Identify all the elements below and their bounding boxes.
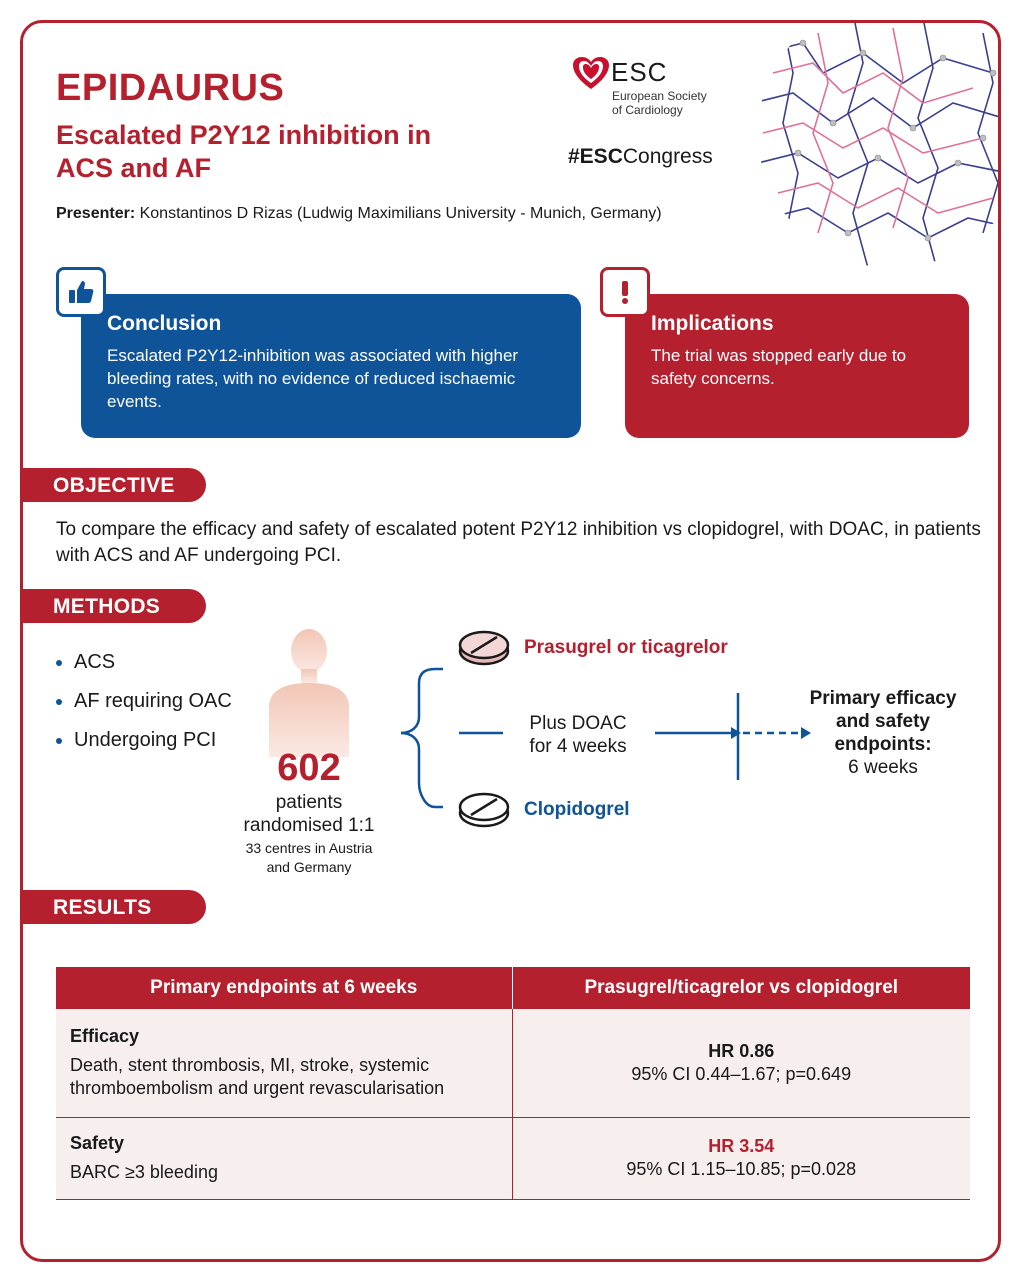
bullet-icon — [56, 738, 62, 744]
trial-title: EPIDAURUS — [56, 67, 285, 109]
heart-icon — [571, 55, 611, 91]
endpoint-line3: endpoints: — [834, 734, 932, 755]
patient-count: 602 — [277, 747, 341, 789]
trial-subtitle: Escalated P2Y12 inhibition in ACS and AF — [56, 120, 432, 183]
criteria-text: AF requiring OAC — [74, 690, 232, 712]
patients-text — [225, 791, 393, 837]
exclamation-icon — [611, 278, 639, 306]
endpoint-line2: and safety — [836, 711, 930, 732]
results-label: RESULTS — [20, 890, 206, 924]
implications-text: The trial was stopped early due to safety concerns. — [651, 346, 907, 388]
esc-subtitle-line1: European Society — [612, 89, 707, 103]
endpoint-category: Safety — [70, 1133, 125, 1153]
hashtag-rest: Congress — [622, 145, 713, 168]
inclusion-criteria-list — [56, 651, 232, 768]
pill-icon — [457, 629, 511, 667]
esc-subtitle-line2: of Cardiology — [612, 103, 683, 117]
endpoint-cell — [56, 1117, 512, 1199]
pill-icon — [457, 791, 511, 829]
column-header: Primary endpoints at 6 weeks — [56, 967, 512, 1009]
objective-text: To compare the efficacy and safety of escalated potent P2Y12 inhibition vs clopidogrel, with DOAC, in patients with ACS and AF undergoing PCI. — [56, 519, 981, 566]
confidence-interval: 95% CI 1.15–10.85; p=0.028 — [626, 1159, 857, 1179]
result-cell — [512, 1009, 970, 1117]
thumbs-up-icon — [67, 278, 95, 306]
esc-wordmark: ESC — [611, 57, 668, 87]
criteria-text: Undergoing PCI — [74, 729, 217, 751]
conclusion-box — [81, 294, 581, 438]
result-cell — [512, 1117, 970, 1199]
table-header-row — [56, 967, 970, 1009]
table-row — [56, 1117, 970, 1199]
person-icon — [261, 627, 357, 757]
infographic-frame — [20, 20, 1001, 1262]
hazard-ratio: HR 3.54 — [708, 1136, 775, 1156]
presenter-label: Presenter: — [56, 205, 136, 222]
endpoint-description: Death, stent thrombosis, MI, stroke, systemic thromboembolism and urgent revascularisation — [70, 1055, 445, 1099]
endpoint-category: Efficacy — [70, 1026, 140, 1047]
arm-clopidogrel: Clopidogrel — [524, 799, 630, 820]
molecule-sphere-graphic — [743, 20, 1001, 283]
doac-line1: Plus DOAC — [529, 713, 627, 734]
list-item — [56, 651, 232, 674]
results-table — [56, 967, 970, 1200]
endpoint-cell — [56, 1009, 512, 1117]
implications-box — [625, 294, 969, 438]
objective-label: OBJECTIVE — [20, 468, 206, 502]
implications-heading: Implications — [651, 312, 774, 335]
centres-line1: 33 centres in Austria — [245, 840, 373, 856]
list-item — [56, 690, 232, 713]
endpoint-line4: 6 weeks — [848, 757, 918, 778]
endpoint-line1: Primary efficacy — [809, 688, 957, 709]
presenter-line — [56, 205, 662, 223]
implications-badge — [600, 267, 650, 317]
list-item — [56, 729, 232, 752]
column-header: Prasugrel/ticagrelor vs clopidogrel — [512, 967, 970, 1009]
hazard-ratio: HR 0.86 — [708, 1040, 775, 1061]
bullet-icon — [56, 660, 62, 666]
conclusion-badge — [56, 267, 106, 317]
esc-subtitle — [612, 89, 707, 117]
centres-text — [225, 839, 393, 877]
methods-label: METHODS — [20, 589, 206, 623]
bullet-icon — [56, 699, 62, 705]
endpoint-description: BARC ≥3 bleeding — [70, 1162, 218, 1182]
hashtag-bold: #ESC — [568, 145, 623, 168]
patients-line2: randomised 1:1 — [243, 815, 375, 836]
endpoint-text — [793, 687, 973, 779]
confidence-interval: 95% CI 0.44–1.67; p=0.649 — [631, 1063, 852, 1084]
doac-text — [513, 712, 643, 758]
doac-line2: for 4 weeks — [529, 736, 627, 757]
conclusion-heading: Conclusion — [107, 312, 222, 335]
presenter-name: Konstantinos D Rizas (Ludwig Maximilians University - Munich, Germany) — [139, 205, 662, 222]
centres-line2: and Germany — [266, 859, 352, 875]
conclusion-text: Escalated P2Y12-inhibition was associated with higher bleeding rates, with no evidence of reduced ischaemic events. — [107, 346, 519, 411]
criteria-text: ACS — [74, 651, 116, 673]
patients-line1: patients — [275, 792, 343, 813]
table-row — [56, 1009, 970, 1117]
congress-hashtag — [568, 145, 713, 169]
arm-prasugrel-ticagrelor: Prasugrel or ticagrelor — [524, 637, 728, 658]
